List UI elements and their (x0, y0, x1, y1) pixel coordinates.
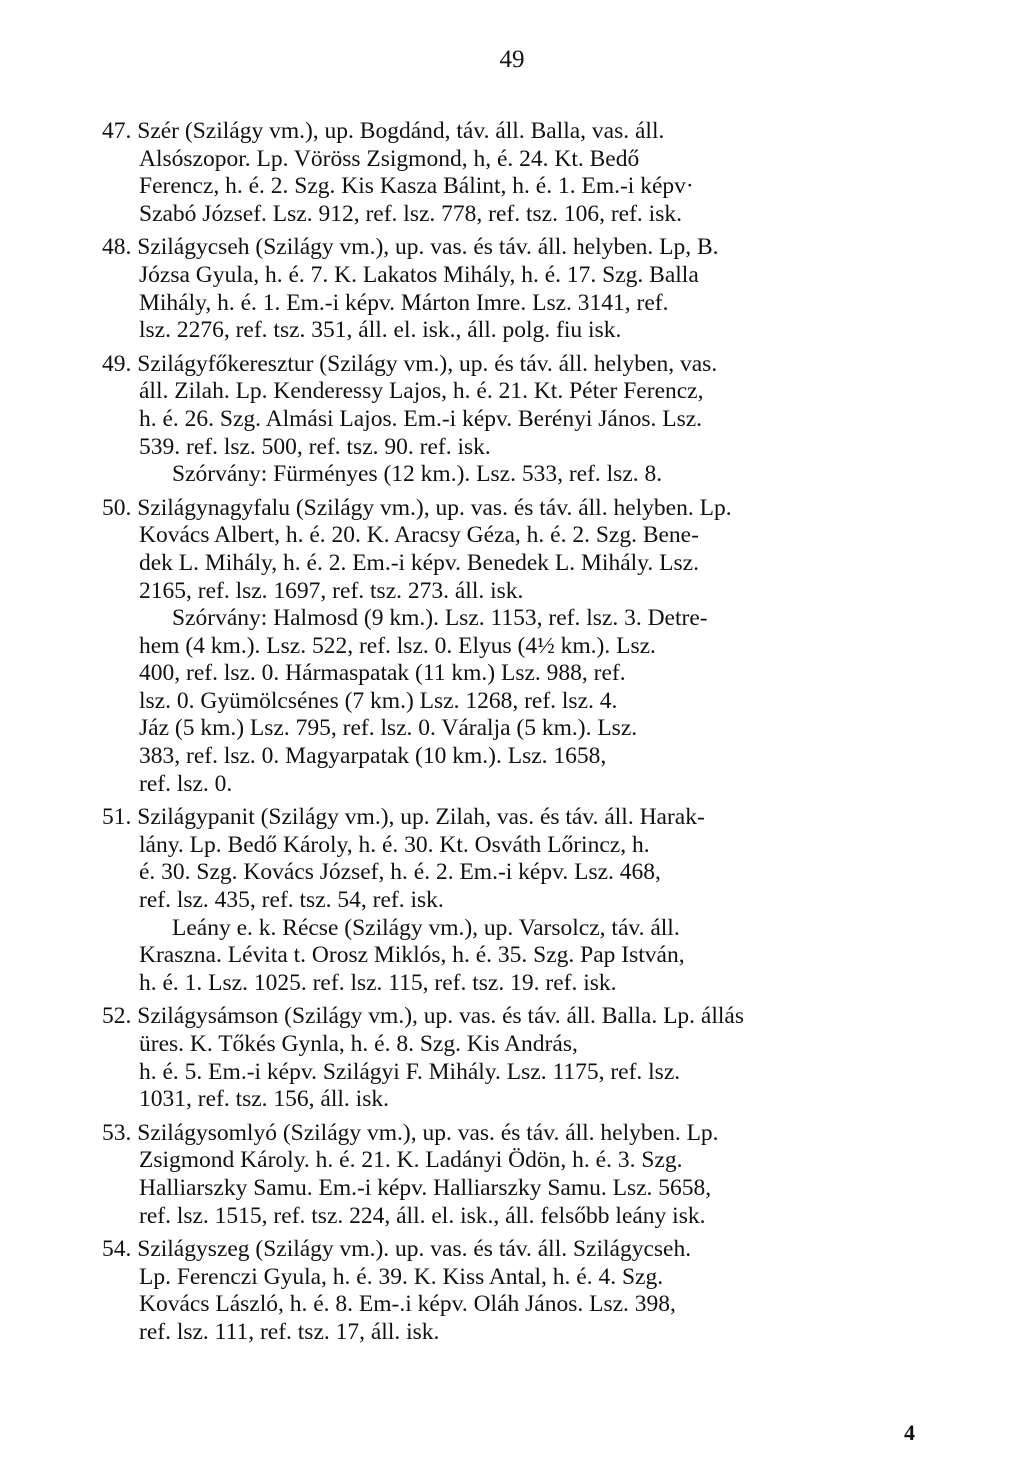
document-body (102, 118, 942, 1353)
entry-text-line: Szórvány: Halmosd (9 km.). Lsz. 1153, ref. lsz. 3. Detre- (172, 605, 708, 632)
entry-text-line: hem (4 km.). Lsz. 522, ref. lsz. 0. Elyus (4½ km.). Lsz. (139, 632, 656, 659)
directory-entry (102, 495, 942, 799)
page-number: 49 (499, 46, 525, 73)
directory-entry (102, 804, 942, 997)
entry-heading-line: 51. Szilágypanit (Szilágy vm.), up. Zilah, vas. és táv. áll. Harak- (102, 804, 705, 831)
entry-text-line: lány. Lp. Bedő Károly, h. é. 30. Kt. Osváth Lőrincz, h. (139, 831, 650, 858)
entry-text-line: lsz. 2276, ref. tsz. 351, áll. el. isk., áll. polg. fiu isk. (139, 317, 622, 344)
directory-entry (102, 351, 942, 489)
entry-text-line: Zsigmond Károly. h. é. 21. K. Ladányi Ödön, h. é. 3. Szg. (139, 1147, 683, 1174)
entry-heading-line: 53. Szilágysomlyó (Szilágy vm.), up. vas. és táv. áll. helyben. Lp. (102, 1119, 719, 1146)
entry-text-line: h. é. 26. Szg. Almási Lajos. Em.-i képv. Berényi János. Lsz. (139, 405, 703, 432)
entry-text-line: 539. ref. lsz. 500, ref. tsz. 90. ref. isk. (139, 433, 491, 460)
entry-text-line: h. é. 5. Em.-i képv. Szilágyi F. Mihály. Lsz. 1175, ref. lsz. (139, 1058, 681, 1085)
entry-text-line: ref. lsz. 1515, ref. tsz. 224, áll. el. isk., áll. felsőbb leány isk. (139, 1202, 706, 1229)
entry-text-line: Kovács Albert, h. é. 20. K. Aracsy Géza, h. é. 2. Szg. Bene- (139, 522, 699, 549)
entry-text-line: Lp. Ferenczi Gyula, h. é. 39. K. Kiss Antal, h. é. 4. Szg. (139, 1263, 664, 1290)
entry-text-line: Józsa Gyula, h. é. 7. K. Lakatos Mihály, h. é. 17. Szg. Balla (139, 261, 699, 288)
entry-heading-line: 49. Szilágyfőkeresztur (Szilágy vm.), up. és táv. áll. helyben, vas. (102, 350, 718, 377)
entry-text-line: Szabó József. Lsz. 912, ref. lsz. 778, ref. tsz. 106, ref. isk. (139, 200, 682, 227)
entry-heading-line: 47. Szér (Szilágy vm.), up. Bogdánd, táv. áll. Balla, vas. áll. (102, 118, 665, 144)
entry-heading-line: 54. Szilágyszeg (Szilágy vm.). up. vas. és táv. áll. Szilágycseh. (102, 1236, 692, 1263)
entry-heading-line: 48. Szilágycseh (Szilágy vm.), up. vas. és táv. áll. helyben. Lp, B. (102, 234, 719, 261)
directory-entry (102, 118, 942, 228)
entry-heading-line: 50. Szilágynagyfalu (Szilágy vm.), up. vas. és táv. áll. helyben. Lp. (102, 494, 732, 521)
entry-text-line: Ferencz, h. é. 2. Szg. Kis Kasza Bálint, h. é. 1. Em.-i képv· (139, 173, 694, 200)
directory-entry (102, 1236, 942, 1346)
entry-text-line: h. é. 1. Lsz. 1025. ref. lsz. 115, ref. tsz. 19. ref. isk. (139, 969, 617, 996)
entry-text-line: 400, ref. lsz. 0. Hármaspatak (11 km.) Lsz. 988, ref. (139, 660, 626, 687)
entry-text-line: üres. K. Tőkés Gynla, h. é. 8. Szg. Kis András, (139, 1031, 578, 1057)
entry-text-line: 383, ref. lsz. 0. Magyarpatak (10 km.). Lsz. 1658, (139, 743, 607, 770)
directory-entry (102, 1120, 942, 1230)
entry-text-line: ref. lsz. 0. (139, 770, 233, 797)
entry-text-line: é. 30. Szg. Kovács József, h. é. 2. Em.-i képv. Lsz. 468, (139, 859, 661, 886)
entry-text-line: Leány e. k. Récse (Szilágy vm.), up. Varsolcz, táv. áll. (172, 914, 680, 941)
entry-text-line: ref. lsz. 111, ref. tsz. 17, áll. isk. (139, 1318, 440, 1345)
entry-heading-line: 52. Szilágysámson (Szilágy vm.), up. vas. és táv. áll. Balla. Lp. állás (102, 1003, 744, 1030)
entry-text-line: áll. Zilah. Lp. Kenderessy Lajos, h. é. 21. Kt. Péter Ferencz, (139, 378, 704, 405)
entry-text-line: Halliarszky Samu. Em.-i képv. Halliarszky Samu. Lsz. 5658, (139, 1174, 712, 1201)
entry-text-line: 1031, ref. tsz. 156, áll. isk. (139, 1086, 389, 1113)
directory-entry (102, 234, 942, 344)
entry-text-line: dek L. Mihály, h. é. 2. Em.-i képv. Benedek L. Mihály. Lsz. (139, 549, 699, 576)
entry-text-line: Mihály, h. é. 1. Em.-i képv. Márton Imre. Lsz. 3141, ref. (139, 289, 669, 316)
entry-text-line: lsz. 0. Gyümölcsénes (7 km.) Lsz. 1268, ref. lsz. 4. (139, 687, 618, 714)
signature-mark: 4 (904, 1420, 915, 1445)
entry-text-line: Kovács László, h. é. 8. Em-.i képv. Oláh János. Lsz. 398, (139, 1291, 676, 1318)
entry-text-line: Jáz (5 km.) Lsz. 795, ref. lsz. 0. Váralja (5 km.). Lsz. (139, 715, 638, 742)
entry-text-line: Kraszna. Lévita t. Orosz Miklós, h. é. 35. Szg. Pap István, (139, 942, 685, 969)
entry-text-line: Szórvány: Fürményes (12 km.). Lsz. 533, ref. lsz. 8. (172, 461, 663, 488)
directory-entry (102, 1003, 942, 1113)
entry-text-line: ref. lsz. 435, ref. tsz. 54, ref. isk. (139, 887, 444, 914)
entry-text-line: Alsószopor. Lp. Vöröss Zsigmond, h, é. 24. Kt. Bedő (139, 145, 640, 172)
entry-text-line: 2165, ref. lsz. 1697, ref. tsz. 273. áll. isk. (139, 577, 524, 604)
